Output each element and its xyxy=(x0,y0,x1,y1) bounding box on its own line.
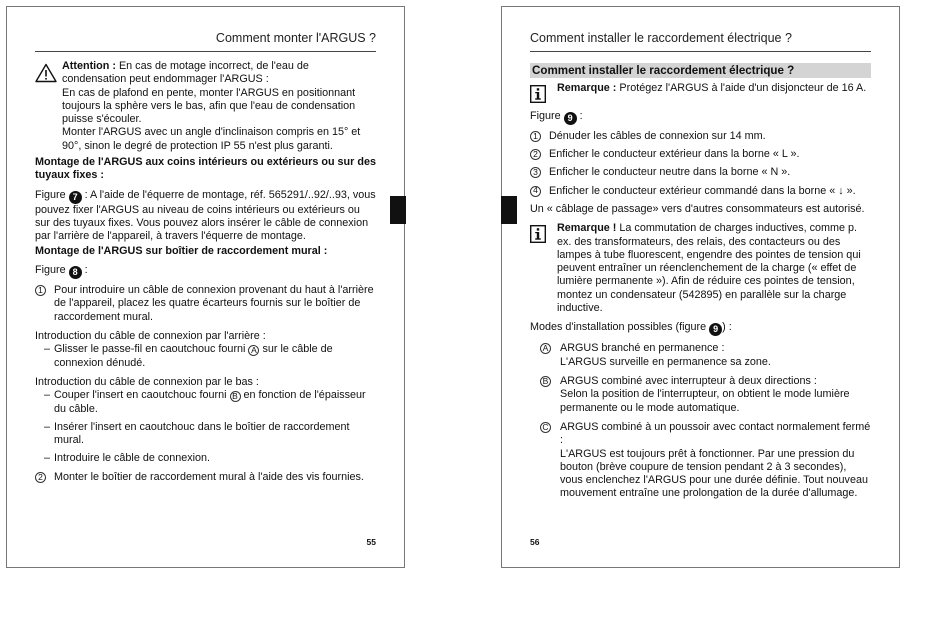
step-text: Dénuder les câbles de connexion sur 14 mm. xyxy=(549,129,766,142)
step-text: Enficher le conducteur extérieur commandé dans la borne « ↓ ». xyxy=(549,184,856,197)
mode-text: Selon la position de l'interrupteur, on obtient le mode lumière permanente ou le mode automatique. xyxy=(560,388,850,414)
warning-icon xyxy=(35,63,57,83)
mode-title: ARGUS branché en permanence : xyxy=(560,342,725,355)
header-rule xyxy=(35,51,376,52)
step-number: 1 xyxy=(35,285,46,296)
mode-text: L'ARGUS est toujours prêt à fonctionner. Par une pression du bouton (brève coupure de tension pendant 2 à 3 secondes), vous enclenchez l'ARGUS pour une durée définie. Tout nouveau mouvement entraîne une prolongation de la durée d'allumage. xyxy=(560,447,868,500)
list-item xyxy=(35,452,376,465)
remark-label: Remarque : xyxy=(557,82,617,95)
mode-text: L'ARGUS surveille en permanence sa zone. xyxy=(560,355,771,368)
step-item xyxy=(530,130,871,143)
step-text: Enficher le conducteur neutre dans la borne « N ». xyxy=(549,166,791,179)
page-header: Comment monter l'ARGUS ? xyxy=(215,31,376,45)
step-text: Enficher le conducteur extérieur dans la borne « L ». xyxy=(549,148,800,161)
remark-note xyxy=(530,222,871,315)
list-item xyxy=(35,421,376,448)
attention-text-angle: Monter l'ARGUS avec un angle d'inclinaison compris en 15° et 90°, sinon le degré de protection IP 55 n'est plus garanti. xyxy=(62,126,361,152)
corners-text: : A l'aide de l'équerre de montage, réf. 565291/..92/..93, vous pouvez fixer l'ARGUS au niveau de coins intérieurs ou extérieurs ou sur des tuyaux fixes. Vous pouvez alors insérer le câble de connexion par l'arrière de l'appareil, à travers l'équerre de montage. xyxy=(35,188,376,243)
mode-letter: B xyxy=(540,376,551,387)
mode-item xyxy=(530,342,871,369)
list-text: Glisser le passe-fil en caoutchouc fourni xyxy=(54,343,249,356)
remark-label: Remarque ! xyxy=(557,222,617,235)
modes-intro-suffix: ) : xyxy=(722,321,732,334)
figure-ref xyxy=(530,110,871,125)
header-rule xyxy=(530,51,871,52)
figure-suffix: : xyxy=(576,109,583,122)
dash-bullet: – xyxy=(44,343,51,356)
list-text: Couper l'insert en caoutchouc fourni xyxy=(54,389,230,402)
step-item xyxy=(35,471,376,484)
step-number: 1 xyxy=(530,131,541,142)
remark-note xyxy=(530,82,871,95)
step-number: 2 xyxy=(35,472,46,483)
attention-text: En cas de motage incorrect, de l'eau de condensation peut endommager l'ARGUS : xyxy=(62,60,309,86)
callout-letter: A xyxy=(248,345,259,356)
figure-number-badge: 8 xyxy=(69,266,82,279)
modes-intro-text: Modes d'installation possibles (figure xyxy=(530,321,710,334)
step-number: 2 xyxy=(530,149,541,160)
figure-label: Figure xyxy=(35,264,66,276)
remark-text: La commutation de charges inductives, comme p. ex. des transformateurs, des relais, des contacteurs ou des lampes à tube fluorescent, engendre des pointes de tension qui peuvent entraîner un réenclenchement de la charge (« effet de lumière permanente »). Afin de réduire ces pointes de tension, montez un condensateur (542895) en parallèle sur la charge inductive. xyxy=(557,222,861,314)
right-page xyxy=(501,6,900,568)
left-page-body xyxy=(35,60,376,484)
list-item xyxy=(35,343,376,370)
corners-paragraph xyxy=(35,189,376,244)
list-text: Insérer l'insert en caoutchouc dans le boîtier de raccordement mural. xyxy=(54,420,350,447)
attention-title: Attention : xyxy=(62,60,116,72)
figure-suffix: : xyxy=(81,264,88,276)
mode-title: ARGUS combiné avec interrupteur à deux directions : xyxy=(560,375,817,388)
figure-ref xyxy=(35,264,376,279)
section-title-band: Comment installer le raccordement électrique ? xyxy=(530,63,871,78)
section-title-wallbox: Montage de l'ARGUS sur boîtier de raccordement mural : xyxy=(35,244,328,257)
remark-text: Protégez l'ARGUS à l'aide d'un disjoncteur de 16 A. xyxy=(616,82,867,95)
dash-bullet: – xyxy=(44,420,51,433)
page-header: Comment installer le raccordement électrique ? xyxy=(530,31,792,45)
figure-label: Figure xyxy=(35,188,66,201)
attention-note xyxy=(35,60,376,153)
mode-item xyxy=(530,421,871,501)
thumb-index-tab xyxy=(390,196,406,224)
figure-label: Figure xyxy=(530,109,561,122)
info-icon xyxy=(530,225,546,243)
section-title-corners: Montage de l'ARGUS aux coins intérieurs ou extérieurs ou sur des tuyaux fixes : xyxy=(35,156,376,182)
list-text: sur le câble de connexion dénudé. xyxy=(54,343,333,369)
mode-item xyxy=(530,375,871,415)
step-text: Pour introduire un câble de connexion provenant du haut à l'arrière de l'appareil, placez les quatre écarteurs fournis sur le boîtier de raccordement mural. xyxy=(54,284,374,323)
step-item xyxy=(530,166,871,179)
step-text: Monter le boîtier de raccordement mural à l'aide des vis fournies. xyxy=(54,470,364,483)
step-number: 4 xyxy=(530,186,541,197)
attention-text-slope: En cas de plafond en pente, monter l'ARGUS en positionnant toujours la sphère vers le bas, afin que l'eau de condensation puisse s'écouler. xyxy=(62,86,356,126)
step-item xyxy=(35,284,376,324)
dash-bullet: – xyxy=(44,452,51,465)
figure-number-badge: 9 xyxy=(709,323,722,336)
left-page xyxy=(6,6,405,568)
passage-note: Un « câblage de passage» vers d'autres consommateurs est autorisé. xyxy=(530,202,865,215)
page-number: 55 xyxy=(366,537,376,547)
step-item xyxy=(530,185,871,198)
rear-intro: Introduction du câble de connexion par l'arrière : xyxy=(35,330,266,343)
mode-title: ARGUS combiné à un poussoir avec contact normalement fermé : xyxy=(560,420,871,447)
step-number: 3 xyxy=(530,167,541,178)
mode-letter: C xyxy=(540,422,551,433)
right-page-body xyxy=(530,63,871,501)
info-icon xyxy=(530,85,546,103)
bottom-intro: Introduction du câble de connexion par le bas : xyxy=(35,375,259,388)
modes-intro xyxy=(530,321,871,336)
callout-letter: B xyxy=(230,391,241,402)
list-text: Introduire le câble de connexion. xyxy=(54,452,211,465)
mode-letter: A xyxy=(540,343,551,354)
figure-number-badge: 7 xyxy=(69,191,82,204)
dash-bullet: – xyxy=(44,389,51,402)
step-item xyxy=(530,148,871,161)
list-text: en fonction de l'épaisseur du câble. xyxy=(54,389,366,415)
list-item xyxy=(35,389,376,416)
page-number: 56 xyxy=(530,537,540,547)
figure-number-badge: 9 xyxy=(564,112,577,125)
thumb-index-tab xyxy=(501,196,517,224)
